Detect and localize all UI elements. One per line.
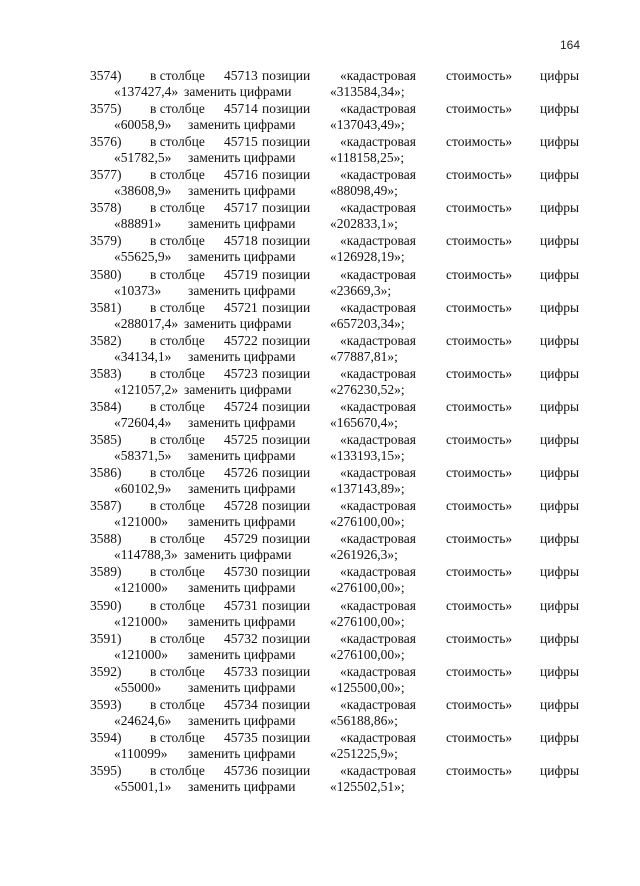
entry-number: 3580) [90, 266, 122, 282]
column-code: 45733 [224, 663, 258, 679]
entry-number: 3579) [90, 233, 122, 249]
entry-number: 3589) [90, 564, 122, 580]
cadastral-label: «кадастровая [340, 365, 416, 381]
cost-label: стоимость» [446, 233, 513, 249]
entry-number: 3595) [90, 762, 122, 778]
digits-word: цифры [540, 465, 580, 481]
cadastral-label: «кадастровая [340, 432, 416, 448]
cost-label: стоимость» [446, 630, 513, 646]
entry-number: 3577) [90, 167, 122, 183]
column-code: 45713 [224, 68, 258, 83]
column-code: 45728 [224, 498, 258, 514]
cadastral-label: «кадастровая [340, 597, 416, 613]
digits-word: цифры [540, 200, 580, 216]
new-value: «23669,3»; [330, 282, 392, 298]
column-code: 45735 [224, 729, 258, 745]
cost-label: стоимость» [446, 134, 513, 150]
cost-label: стоимость» [446, 564, 513, 580]
digits-word: цифры [540, 531, 580, 547]
list-item [0, 134, 640, 167]
digits-word: цифры [540, 134, 580, 150]
cadastral-label: «кадастровая [340, 531, 416, 547]
new-value: «276230,52»; [330, 381, 405, 397]
cadastral-label: «кадастровая [340, 498, 416, 514]
old-value: «55000» [114, 679, 162, 695]
replace-phrase: заменить цифрами [188, 778, 296, 794]
position-word: позиции [262, 498, 311, 514]
column-prefix: в столбце [150, 498, 205, 514]
cadastral-label: «кадастровая [340, 663, 416, 679]
replace-phrase: заменить цифрами [188, 712, 296, 728]
position-word: позиции [262, 233, 311, 249]
old-value: «55625,9» [114, 249, 172, 265]
replace-phrase: заменить цифрами [188, 679, 296, 695]
column-prefix: в столбце [150, 233, 205, 249]
cost-label: стоимость» [446, 101, 513, 117]
position-word: позиции [262, 167, 311, 183]
column-prefix: в столбце [150, 332, 205, 348]
list-item [0, 631, 640, 664]
cost-label: стоимость» [446, 398, 513, 414]
list-item [0, 200, 640, 233]
page-number: 164 [560, 38, 581, 52]
column-prefix: в столбце [150, 167, 205, 183]
digits-word: цифры [540, 597, 580, 613]
entry-number: 3588) [90, 531, 122, 547]
column-code: 45729 [224, 531, 258, 547]
digits-word: цифры [540, 663, 580, 679]
cadastral-label: «кадастровая [340, 564, 416, 580]
cost-label: стоимость» [446, 200, 513, 216]
column-code: 45722 [224, 332, 258, 348]
cadastral-label: «кадастровая [340, 233, 416, 249]
cadastral-label: «кадастровая [340, 696, 416, 712]
new-value: «276100,00»; [330, 514, 405, 530]
entry-number: 3587) [90, 498, 122, 514]
digits-word: цифры [540, 630, 580, 646]
new-value: «125502,51»; [330, 778, 405, 794]
replace-phrase: заменить цифрами [188, 481, 296, 497]
old-value: «121000» [114, 613, 168, 629]
list-item [0, 598, 640, 631]
digits-word: цифры [540, 729, 580, 745]
position-word: позиции [262, 101, 311, 117]
digits-word: цифры [540, 398, 580, 414]
replace-phrase: заменить цифрами [184, 315, 292, 331]
new-value: «202833,1»; [330, 216, 398, 232]
new-value: «261926,3»; [330, 547, 398, 563]
new-value: «88098,49»; [330, 183, 398, 199]
cadastral-label: «кадастровая [340, 332, 416, 348]
new-value: «77887,81»; [330, 348, 398, 364]
column-code: 45724 [224, 398, 258, 414]
cost-label: стоимость» [446, 299, 513, 315]
position-word: позиции [262, 365, 311, 381]
old-value: «121000» [114, 580, 168, 596]
column-prefix: в столбце [150, 200, 205, 216]
list-item [0, 697, 640, 730]
replace-phrase: заменить цифрами [188, 348, 296, 364]
old-value: «72604,4» [114, 414, 172, 430]
replace-phrase: заменить цифрами [188, 414, 296, 430]
position-word: позиции [262, 432, 311, 448]
old-value: «110099» [114, 745, 168, 761]
column-code: 45719 [224, 266, 258, 282]
entry-number: 3582) [90, 332, 122, 348]
list-item [0, 531, 640, 564]
cadastral-label: «кадастровая [340, 266, 416, 282]
cadastral-label: «кадастровая [340, 134, 416, 150]
old-value: «60102,9» [114, 481, 172, 497]
column-prefix: в столбце [150, 663, 205, 679]
cost-label: стоимость» [446, 266, 513, 282]
position-word: позиции [262, 398, 311, 414]
column-code: 45731 [224, 597, 258, 613]
column-prefix: в столбце [150, 365, 205, 381]
column-code: 45714 [224, 101, 258, 117]
position-word: позиции [262, 531, 311, 547]
position-word: позиции [262, 597, 311, 613]
digits-word: цифры [540, 101, 580, 117]
list-item [0, 333, 640, 366]
old-value: «121000» [114, 514, 168, 530]
new-value: «251225,9»; [330, 745, 398, 761]
new-value: «276100,00»; [330, 613, 405, 629]
position-word: позиции [262, 762, 311, 778]
column-code: 45732 [224, 630, 258, 646]
digits-word: цифры [540, 498, 580, 514]
old-value: «114788,3» [114, 547, 178, 563]
column-prefix: в столбце [150, 762, 205, 778]
new-value: «133193,15»; [330, 448, 405, 464]
replace-phrase: заменить цифрами [188, 216, 296, 232]
position-word: позиции [262, 564, 311, 580]
cadastral-label: «кадастровая [340, 630, 416, 646]
list-item [0, 366, 640, 399]
old-value: «88891» [114, 216, 162, 232]
cost-label: стоимость» [446, 432, 513, 448]
column-code: 45718 [224, 233, 258, 249]
digits-word: цифры [540, 266, 580, 282]
position-word: позиции [262, 332, 311, 348]
position-word: позиции [262, 299, 311, 315]
old-value: «288017,4» [114, 315, 179, 331]
column-code: 45721 [224, 299, 258, 315]
cost-label: стоимость» [446, 68, 513, 83]
position-word: позиции [262, 696, 311, 712]
position-word: позиции [262, 465, 311, 481]
replace-phrase: заменить цифрами [188, 448, 296, 464]
new-value: «118158,25»; [330, 150, 405, 166]
new-value: «137043,49»; [330, 117, 405, 133]
entry-number: 3581) [90, 299, 122, 315]
column-prefix: в столбце [150, 465, 205, 481]
digits-word: цифры [540, 762, 580, 778]
list-item [0, 68, 640, 101]
old-value: «51782,5» [114, 150, 172, 166]
column-prefix: в столбце [150, 134, 205, 150]
entry-number: 3586) [90, 465, 122, 481]
new-value: «276100,00»; [330, 646, 405, 662]
entry-number: 3593) [90, 696, 122, 712]
cadastral-label: «кадастровая [340, 167, 416, 183]
digits-word: цифры [540, 299, 580, 315]
entry-number: 3592) [90, 663, 122, 679]
old-value: «121000» [114, 646, 168, 662]
new-value: «657203,34»; [330, 315, 405, 331]
cost-label: стоимость» [446, 167, 513, 183]
digits-word: цифры [540, 167, 580, 183]
column-code: 45725 [224, 432, 258, 448]
digits-word: цифры [540, 332, 580, 348]
position-word: позиции [262, 134, 311, 150]
entry-number: 3574) [90, 68, 122, 83]
list-item [0, 763, 640, 796]
entry-number: 3585) [90, 432, 122, 448]
digits-word: цифры [540, 68, 580, 83]
column-code: 45717 [224, 200, 258, 216]
list-item [0, 564, 640, 597]
column-prefix: в столбце [150, 729, 205, 745]
cost-label: стоимость» [446, 531, 513, 547]
cost-label: стоимость» [446, 762, 513, 778]
old-value: «137427,4» [114, 84, 179, 99]
column-prefix: в столбце [150, 266, 205, 282]
column-prefix: в столбце [150, 398, 205, 414]
old-value: «10373» [114, 282, 162, 298]
old-value: «55001,1» [114, 778, 172, 794]
entry-number: 3584) [90, 398, 122, 414]
cost-label: стоимость» [446, 365, 513, 381]
column-prefix: в столбце [150, 531, 205, 547]
position-word: позиции [262, 663, 311, 679]
replace-phrase: заменить цифрами [188, 745, 296, 761]
column-code: 45734 [224, 696, 258, 712]
list-item [0, 664, 640, 697]
replace-phrase: заменить цифрами [184, 84, 292, 99]
entry-number: 3594) [90, 729, 122, 745]
list-item [0, 267, 640, 300]
replace-phrase: заменить цифрами [188, 150, 296, 166]
replace-phrase: заменить цифрами [188, 514, 296, 530]
column-code: 45723 [224, 365, 258, 381]
list-item [0, 432, 640, 465]
replace-phrase: заменить цифрами [188, 183, 296, 199]
old-value: «60058,9» [114, 117, 172, 133]
column-prefix: в столбце [150, 696, 205, 712]
cost-label: стоимость» [446, 696, 513, 712]
cost-label: стоимость» [446, 597, 513, 613]
position-word: позиции [262, 68, 311, 83]
old-value: «121057,2» [114, 381, 179, 397]
position-word: позиции [262, 729, 311, 745]
cadastral-label: «кадастровая [340, 68, 416, 83]
entry-number: 3583) [90, 365, 122, 381]
cadastral-label: «кадастровая [340, 762, 416, 778]
replace-phrase: заменить цифрами [188, 117, 296, 133]
new-value: «276100,00»; [330, 580, 405, 596]
column-prefix: в столбце [150, 564, 205, 580]
cost-label: стоимость» [446, 332, 513, 348]
column-code: 45736 [224, 762, 258, 778]
list-item [0, 498, 640, 531]
column-prefix: в столбце [150, 597, 205, 613]
cadastral-label: «кадастровая [340, 200, 416, 216]
cadastral-label: «кадастровая [340, 465, 416, 481]
cost-label: стоимость» [446, 465, 513, 481]
column-prefix: в столбце [150, 101, 205, 117]
cadastral-label: «кадастровая [340, 729, 416, 745]
cadastral-label: «кадастровая [340, 398, 416, 414]
list-item [0, 465, 640, 498]
digits-word: цифры [540, 432, 580, 448]
column-prefix: в столбце [150, 299, 205, 315]
old-value: «58371,5» [114, 448, 172, 464]
list-item [0, 730, 640, 763]
cost-label: стоимость» [446, 663, 513, 679]
new-value: «165670,4»; [330, 414, 398, 430]
replace-phrase: заменить цифрами [188, 613, 296, 629]
column-code: 45730 [224, 564, 258, 580]
entry-number: 3578) [90, 200, 122, 216]
replace-phrase: заменить цифрами [184, 547, 292, 563]
old-value: «24624,6» [114, 712, 172, 728]
entry-number: 3590) [90, 597, 122, 613]
column-prefix: в столбце [150, 68, 205, 83]
digits-word: цифры [540, 696, 580, 712]
replace-phrase: заменить цифрами [188, 646, 296, 662]
list-item [0, 300, 640, 333]
cadastral-label: «кадастровая [340, 101, 416, 117]
position-word: позиции [262, 630, 311, 646]
entry-number: 3591) [90, 630, 122, 646]
old-value: «38608,9» [114, 183, 172, 199]
cost-label: стоимость» [446, 729, 513, 745]
old-value: «34134,1» [114, 348, 172, 364]
entry-number: 3576) [90, 134, 122, 150]
position-word: позиции [262, 200, 311, 216]
digits-word: цифры [540, 233, 580, 249]
new-value: «126928,19»; [330, 249, 405, 265]
digits-word: цифры [540, 564, 580, 580]
replace-phrase: заменить цифрами [188, 249, 296, 265]
position-word: позиции [262, 266, 311, 282]
list-item [0, 167, 640, 200]
list-item [0, 233, 640, 266]
entry-number: 3575) [90, 101, 122, 117]
amendment-list [0, 68, 640, 796]
new-value: «125500,00»; [330, 679, 405, 695]
column-prefix: в столбце [150, 432, 205, 448]
replace-phrase: заменить цифрами [188, 282, 296, 298]
replace-phrase: заменить цифрами [184, 381, 292, 397]
column-code: 45716 [224, 167, 258, 183]
cost-label: стоимость» [446, 498, 513, 514]
column-code: 45715 [224, 134, 258, 150]
new-value: «56188,86»; [330, 712, 398, 728]
list-item [0, 399, 640, 432]
replace-phrase: заменить цифрами [188, 580, 296, 596]
column-code: 45726 [224, 465, 258, 481]
digits-word: цифры [540, 365, 580, 381]
cadastral-label: «кадастровая [340, 299, 416, 315]
new-value: «313584,34»; [330, 84, 405, 99]
column-prefix: в столбце [150, 630, 205, 646]
new-value: «137143,89»; [330, 481, 405, 497]
list-item [0, 101, 640, 134]
